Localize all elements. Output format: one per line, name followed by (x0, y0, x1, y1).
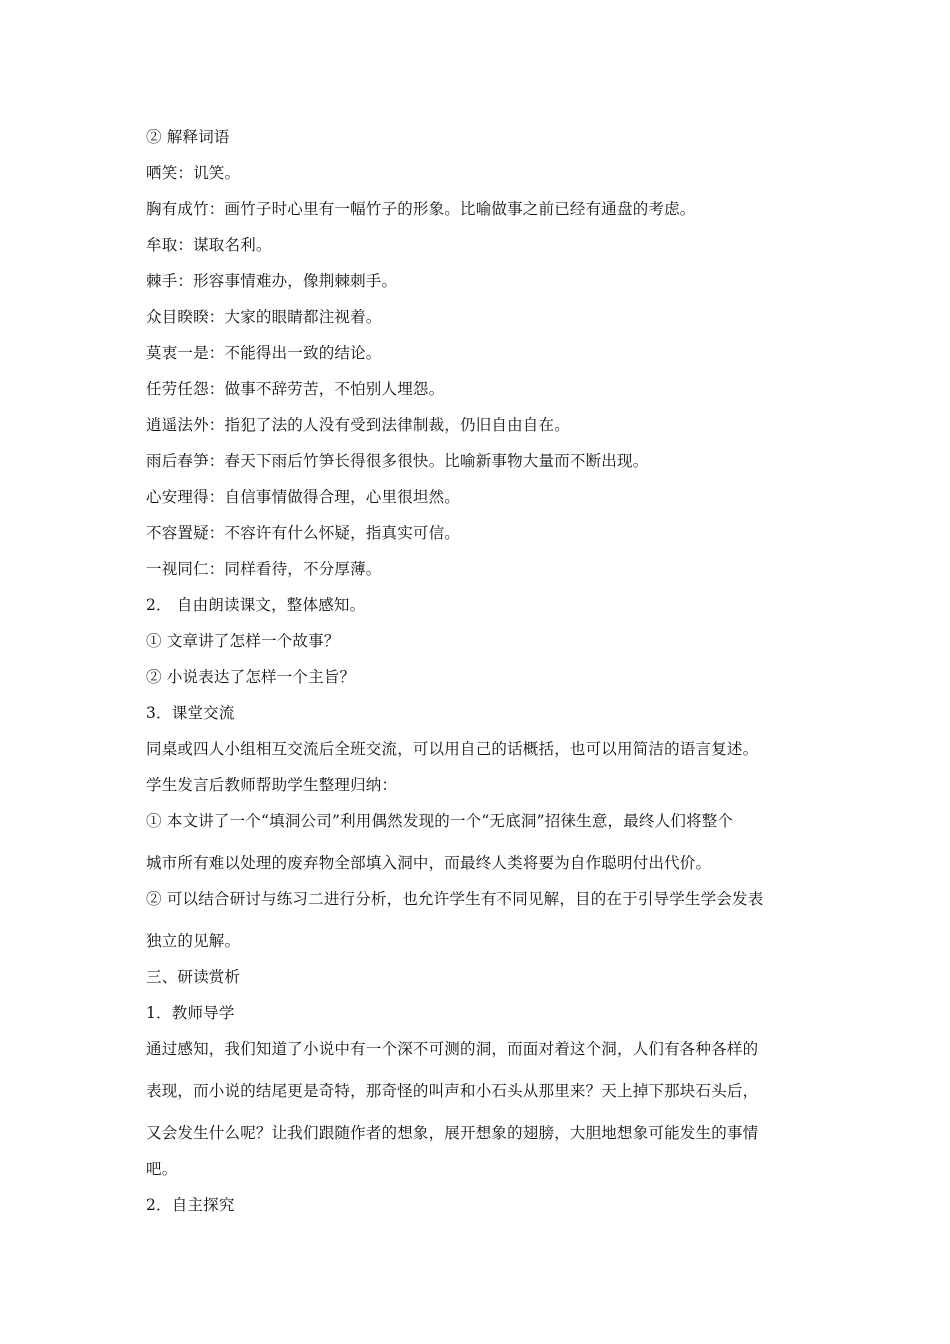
step-heading: 1．教师导学 (146, 1004, 235, 1022)
section-heading: 三、研读赏析 (146, 968, 241, 986)
definition-line: 棘手：形容事情难办，像荆棘刺手。 (146, 272, 398, 290)
definition-line: 雨后春笋：春天下雨后竹笋长得很多很快。比喻新事物大量而不断出现。 (146, 452, 649, 470)
definition-line: 心安理得：自信事情做得合理，心里很坦然。 (146, 488, 461, 506)
definition-line: 不容置疑：不容许有什么怀疑，指真实可信。 (146, 524, 461, 542)
step-heading: 3．课堂交流 (146, 704, 235, 722)
question-line: ① 文章讲了怎样一个故事？ (146, 632, 340, 650)
question-line: ② 小说表达了怎样一个主旨？ (146, 668, 356, 686)
definition-line: 一视同仁：同样看待，不分厚薄。 (146, 560, 382, 578)
definition-line: 胸有成竹：画竹子时心里有一幅竹子的形象。比喻做事之前已经有通盘的考虑。 (146, 200, 696, 218)
paragraph-line: 又会发生什么呢？让我们跟随作者的想象，展开想象的翅膀，大胆地想象可能发生的事情 (146, 1124, 759, 1142)
paragraph-line: 学生发言后教师帮助学生整理归纳： (146, 776, 398, 794)
definition-line: 任劳任怨：做事不辞劳苦，不怕别人埋怨。 (146, 380, 445, 398)
paragraph-line: 独立的见解。 (146, 932, 241, 950)
paragraph-line: ② 可以结合研讨与练习二进行分析，也允许学生有不同见解，目的在于引导学生学会发表 (146, 890, 764, 908)
paragraph-line: 城市所有难以处理的废弃物全部填入洞中，而最终人类将要为自作聪明付出代价。 (146, 854, 712, 872)
definition-line: 众目睽睽：大家的眼睛都注视着。 (146, 308, 382, 326)
definition-line: 牟取：谋取名利。 (146, 236, 272, 254)
paragraph-line: 同桌或四人小组相互交流后全班交流，可以用自己的话概括，也可以用简洁的语言复述。 (146, 740, 759, 758)
paragraph-line: ① 本文讲了一个“填洞公司”利用偶然发现的一个“无底洞”招徕生意，最终人们将整个 (146, 812, 734, 830)
definition-line: 哂笑：讥笑。 (146, 164, 241, 182)
step-heading: 2． 自由朗读课文，整体感知。 (146, 596, 366, 614)
definition-line: 莫衷一是：不能得出一致的结论。 (146, 344, 382, 362)
paragraph-line: 吧。 (146, 1160, 178, 1178)
subheading-explain-words: ② 解释词语 (146, 128, 230, 146)
step-heading: 2．自主探究 (146, 1196, 235, 1214)
paragraph-line: 表现，而小说的结尾更是奇特，那奇怪的叫声和小石头从那里来？天上掉下那块石头后， (146, 1082, 759, 1100)
definition-line: 逍遥法外：指犯了法的人没有受到法律制裁，仍旧自由自在。 (146, 416, 570, 434)
paragraph-line: 通过感知，我们知道了小说中有一个深不可测的洞，而面对着这个洞，人们有各种各样的 (146, 1040, 759, 1058)
